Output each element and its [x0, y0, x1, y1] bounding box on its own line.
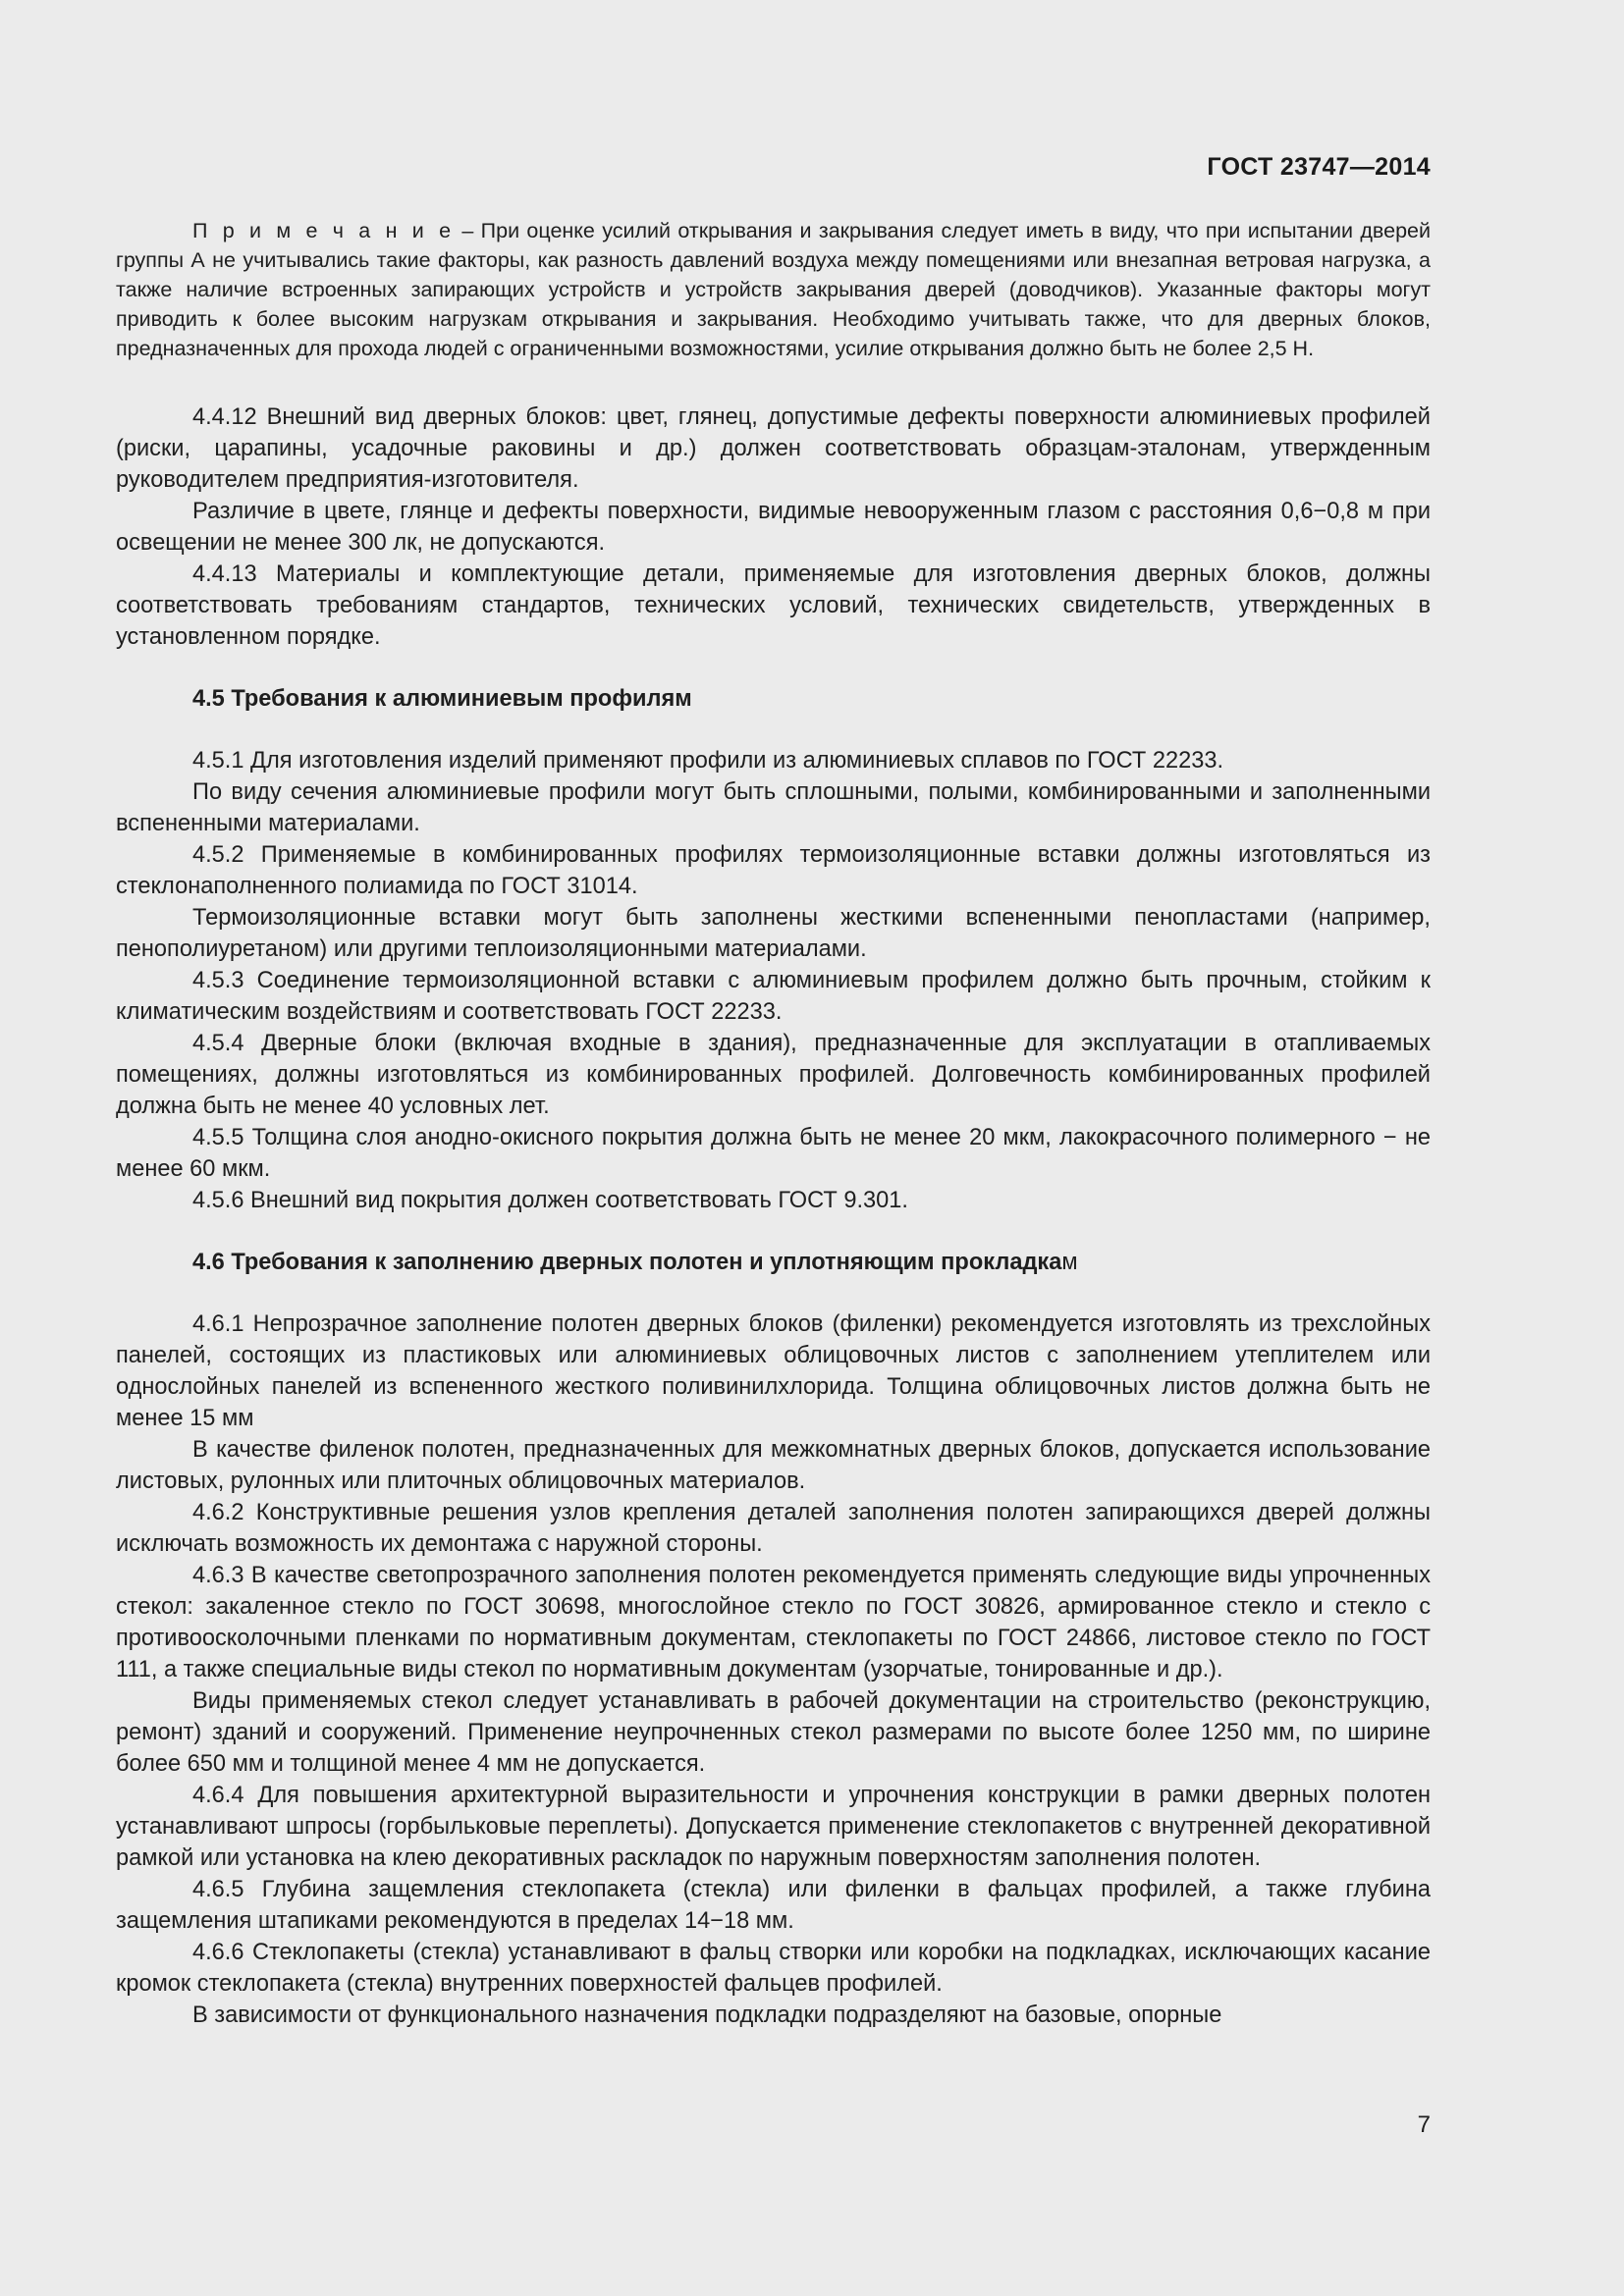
section-heading-4-6-tail: м — [1061, 1250, 1078, 1275]
spacer — [116, 1216, 1431, 1247]
note-block — [116, 216, 1431, 363]
spacer — [116, 715, 1431, 745]
note-label: П р и м е ч а н и е — [192, 219, 456, 242]
paragraph-4-6-2: 4.6.2 Конструктивные решения узлов крепления деталей заполнения полотен запирающихся дверей должны исключать возможность их демонтажа с наружной стороны. — [116, 1500, 1431, 1557]
section-heading-4-6-text: 4.6 Требования к заполнению дверных полотен и уплотняющим прокладка — [192, 1250, 1062, 1275]
spacer — [116, 1278, 1431, 1308]
paragraph-4-5-3: 4.5.3 Соединение термоизоляционной вставки с алюминиевым профилем должно быть прочным, стойким к климатическим воздействиям и соответствовать ГОСТ 22233. — [116, 968, 1431, 1025]
paragraph-4-6-3-continued: Виды применяемых стекол следует устанавливать в рабочей документации на строительство (реконструкцию, ремонт) зданий и сооружений. Применение неупрочненных стекол размерами по высоте более 1250 мм, по ширине более 650 мм и толщиной менее 4 мм не допускается. — [116, 1688, 1431, 1777]
page-number: 7 — [1417, 2111, 1431, 2138]
paragraph-4-6-6: 4.6.6 Стеклопакеты (стекла) устанавливают в фальц створки или коробки на подкладках, исключающих касание кромок стеклопакета (стекла) внутренних поверхностей фальцев профилей. — [116, 1940, 1431, 1997]
paragraph-4-6-5: 4.6.5 Глубина защемления стеклопакета (стекла) или филенки в фальцах профилей, а также глубина защемления штапиками рекомендуются в пределах 14−18 мм. — [116, 1877, 1431, 1934]
paragraph-4-5-1: 4.5.1 Для изготовления изделий применяют профили из алюминиевых сплавов по ГОСТ 22233. — [192, 748, 1224, 774]
paragraph-4-6-1-continued: В качестве филенок полотен, предназначенных для межкомнатных дверных блоков, допускается использование листовых, рулонных или плиточных облицовочных материалов. — [116, 1437, 1431, 1494]
paragraph-4-4-12-continued: Различие в цвете, глянце и дефекты поверхности, видимые невооруженным глазом с расстояния 0,6−0,8 м при освещении не менее 300 лк, не допускаются. — [116, 499, 1431, 556]
paragraph-4-5-2: 4.5.2 Применяемые в комбинированных профилях термоизоляционные вставки должны изготовляться из стеклонаполненного полиамида по ГОСТ 31014. — [116, 842, 1431, 899]
note-text: – При оценке усилий открывания и закрывания следует иметь в виду, что при испытании дверей группы А не учитывались такие факторы, как разность давлений воздуха между помещениями или внезапная ветровая нагрузка, а также наличие встроенных запирающих устройств и устройств закрывания дверей (доводчиков). Указанные факторы могут приводить к более высоким нагрузкам открывания и закрывания. Необходимо учитывать также, что для дверных блоков, предназначенных для прохода людей с ограниченными возможностями, усилие открывания должно быть не более 2,5 Н. — [116, 219, 1431, 360]
paragraph-4-5-1-continued: По виду сечения алюминиевые профили могут быть сплошными, полыми, комбинированными и заполненными вспененными материалами. — [116, 779, 1431, 836]
paragraph-4-6-1: 4.6.1 Непрозрачное заполнение полотен дверных блоков (филенки) рекомендуется изготовлять из трехслойных панелей, состоящих из пластиковых или алюминиевых облицовочных листов с заполнением утеплителем или однослойных панелей из вспененного жесткого поливинилхлорида. Толщина облицовочных листов должна быть не менее 15 мм — [116, 1311, 1431, 1431]
paragraph-4-6-4: 4.6.4 Для повышения архитектурной выразительности и упрочнения конструкции в рамки дверных полотен устанавливают шпросы (горбыльковые переплеты). Допускается применение стеклопакетов с внутренней декоративной рамкой или установка на клею декоративных раскладок по наружным поверхностям заполнения полотен. — [116, 1783, 1431, 1871]
paragraph-4-6-3: 4.6.3 В качестве светопрозрачного заполнения полотен рекомендуется применять следующие виды упрочненных стекол: закаленное стекло по ГОСТ 30698, многослойное стекло по ГОСТ 30826, армированное стекло и стекло с противоосколочными пленками по нормативным документам, стеклопакеты по ГОСТ 24866, листовое стекло по ГОСТ 111, а также специальные виды стекол по нормативным документам (узорчатые, тонированные и др.). — [116, 1563, 1431, 1682]
section-heading-4-6 — [116, 1247, 1431, 1278]
document-code: ГОСТ 23747—2014 — [1207, 153, 1431, 181]
paragraph-4-4-13: 4.4.13 Материалы и комплектующие детали, применяемые для изготовления дверных блоков, должны соответствовать требованиям стандартов, технических условий, технических свидетельств, утвержденных в установленном порядке. — [116, 561, 1431, 650]
document-body — [116, 401, 1431, 2031]
paragraph-4-5-2-continued: Термоизоляционные вставки могут быть заполнены жесткими вспененными пенопластами (например, пенополиуретаном) или другими теплоизоляционными материалами. — [116, 905, 1431, 962]
paragraph-4-5-6: 4.5.6 Внешний вид покрытия должен соответствовать ГОСТ 9.301. — [192, 1188, 908, 1213]
paragraph-4-5-5: 4.5.5 Толщина слоя анодно-окисного покрытия должна быть не менее 20 мкм, лакокрасочного полимерного − не менее 60 мкм. — [116, 1125, 1431, 1182]
note-paragraph — [116, 216, 1431, 363]
paragraph-4-4-12: 4.4.12 Внешний вид дверных блоков: цвет, глянец, допустимые дефекты поверхности алюминиевых профилей (риски, царапины, усадочные раковины и др.) должен соответствовать образцам-эталонам, утвержденным руководителем предприятия-изготовителя. — [116, 404, 1431, 493]
paragraph-4-5-4: 4.5.4 Дверные блоки (включая входные в здания), предназначенные для эксплуатации в отапливаемых помещениях, должны изготовляться из комбинированных профилей. Долговечность комбинированных профилей должна быть не менее 40 условных лет. — [116, 1031, 1431, 1119]
spacer — [116, 653, 1431, 683]
section-heading-4-5: 4.5 Требования к алюминиевым профилям — [192, 686, 692, 712]
paragraph-4-6-6-continued: В зависимости от функционального назначения подкладки подразделяют на базовые, опорные — [192, 2002, 1222, 2028]
